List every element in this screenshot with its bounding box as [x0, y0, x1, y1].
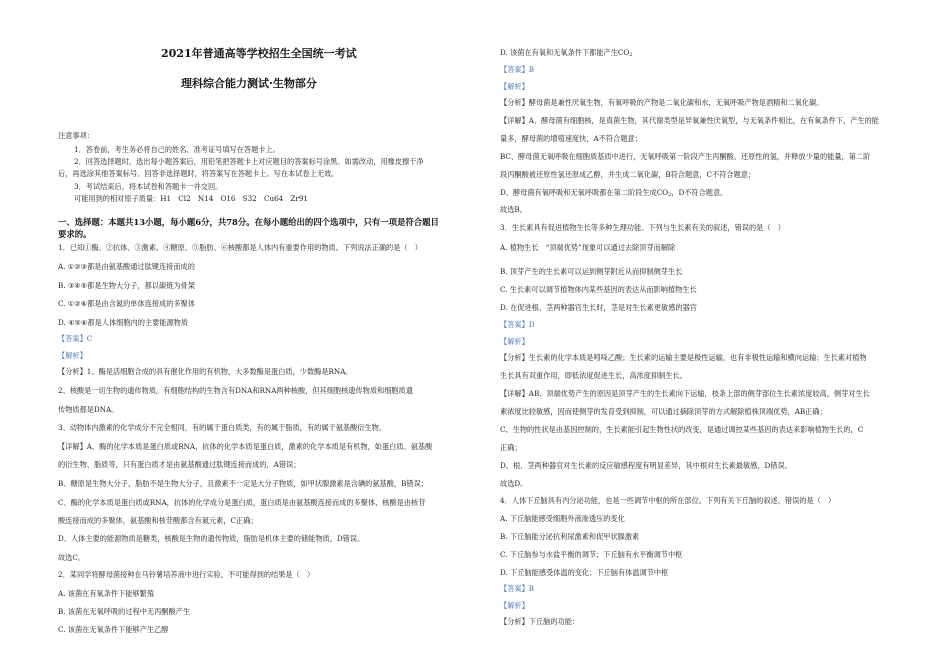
q4-explain-1: 【分析】下丘脑的功能： — [500, 617, 580, 626]
note-2: 2．回答选择题时，选出每小题答案后，用铅笔把答题卡上对应题目的答案标号涂黑。如需改动，用橡皮擦干净 — [74, 157, 424, 166]
q3-explain-2: 生长具有双重作用，即低浓度促进生长，高浓度抑制生长。 — [500, 371, 687, 380]
note-2-cont: 后，再选涂其他答案标号。回答非选择题时，将答案写在答题卡上。写在本试卷上无效。 — [58, 169, 339, 178]
exam-subtitle: 理科综合能力测试·生物部分 — [181, 77, 317, 90]
q2-explain-3: 量多，酵母菌的增殖速度快，A不符合题意； — [500, 134, 642, 143]
q1-explain-1: 【分析】1、酶是活细胞合成的具有催化作用的有机物，大多数酶是蛋白质，少数酶是RNA。 — [58, 367, 353, 376]
q3-analysis-tag: 【解析】 — [500, 337, 529, 346]
q1-explain-3: 3、动物体内激素的化学成分不完全相同，有的属于蛋白质类，有的属于脂质，有的属于氨基酸衍生物。 — [58, 423, 387, 432]
q1-conclusion: 故选C。 — [58, 553, 86, 562]
q2-explain-2: 【详解】A、酵母菌有细胞核，是真菌生物，其代谢类型是异氧兼性厌氧型，与无氧条件相比，在有氧条件下，产生的能 — [500, 116, 879, 125]
q1-explain-9: D、人体主要的能源物质是糖类，核酸是生物的遗传物质，脂肪是机体主要的储能物质，D错误。 — [58, 534, 365, 543]
q1-explain-6: B、糖原是生物大分子，脂肪不是生物大分子，且激素不一定是大分子物质，如甲状腺激素是含碘的氨基酸，B错误； — [58, 479, 428, 488]
q3-option-a: A. 植物生长 “顶端优势”现象可以通过去除顶芽而解除 — [500, 243, 676, 252]
q2-answer: 【答案】B — [500, 65, 535, 74]
note-1: 1．答卷前，考生务必将自己的姓名、准考证号填写在答题卡上。 — [74, 145, 280, 154]
notes-heading: 注意事项： — [58, 131, 94, 140]
q2-conclusion: 故选B。 — [500, 205, 527, 214]
q2-option-b: B. 该菌在无氧呼吸的过程中无丙酮酸产生 — [58, 607, 191, 616]
q1-option-d: D. ④⑤⑥都是人体细胞内的主要能源物质 — [58, 318, 189, 327]
q3-stem: 3．生长素具有促进植物生长等多种生理功能。下列与生长素有关的叙述，错误的是（ ） — [500, 223, 785, 232]
q2-explain-6: D、酵母菌有氧呼吸和无氧呼吸都在第二阶段生成$CO_2$，D不符合题意。 — [500, 188, 728, 198]
q3-answer: 【答案】D — [500, 320, 535, 329]
atomic-masses: 可能用到的相对原子质量：H1 Cl2 N14 O16 S32 Cu64 Zr91 — [74, 194, 308, 203]
q1-option-c: C. ①②⑥都是由含氮的单体连接成的多聚体 — [58, 299, 195, 308]
q1-explain-8: 酸连接而成的多聚体，氨基酸和核苷酸都含有氮元素，C正确； — [58, 516, 258, 525]
q1-explain-7: C、酶的化学本质是蛋白质或RNA，抗体的化学成分是蛋白质，蛋白质是由氨基酸连接而成的多聚体，核酸是由核苷 — [58, 498, 426, 507]
q3-explain-7: D、根、茎两种器官对生长素的反应敏感程度有明显差异，其中根对生长素最敏感，D错误。 — [500, 461, 792, 470]
q4-option-b: B. 下丘脑能分泌抗利尿激素和促甲状腺激素 — [500, 532, 640, 541]
q3-conclusion: 故选D。 — [500, 479, 528, 488]
q1-explain-2: 2、核酸是一切生物的遗传物质。有细胞结构的生物含有DNA和RNA两种核酸，但其细胞核遗传物质和细胞质遗 — [58, 386, 413, 395]
q1-option-b: B. ③④⑤都是生物大分子，都以碳链为骨架 — [58, 281, 195, 290]
q3-explain-1: 【分析】生长素的化学本质是吲哚乙酸；生长素的运输主要是极性运输，也有非极性运输和横向运输；生长素对植物 — [500, 353, 867, 362]
q2-explain-4: BC、酵母菌无氧呼吸在细胞质基质中进行，无氧呼吸第一阶段产生丙酮酸、还原性的氢，并释放少量的能量，第二阶 — [500, 152, 871, 161]
q1-explain-5: 的衍生物、脂质等，只有蛋白质才是由氨基酸通过肽键连接而成的，A错误； — [58, 460, 301, 469]
q4-option-c: C. 下丘脑参与水盐平衡的调节；下丘脑有水平衡调节中枢 — [500, 550, 683, 559]
q4-stem: 4．人体下丘脑具有内分泌功能，也是一些调节中枢的所在部位。下列有关下丘脑的叙述，错误的是（ ） — [500, 496, 836, 505]
q4-option-a: A. 下丘脑能感受细胞外液渗透压的变化 — [500, 514, 625, 523]
q2-explain-5: 段丙酮酸被还原性氢还原成乙醇，并生成二氧化碳，B符合题意，C不符合题意； — [500, 170, 756, 179]
q4-answer: 【答案】B — [500, 584, 535, 593]
q1-stem: 1．已知①酶、②抗体、③激素、④糖原、⑤脂肪、⑥核酸都是人体内有重要作用的物质。下列说法正确的是（ ） — [58, 243, 422, 252]
q1-explain-2-cont: 传物质都是DNA。 — [58, 405, 119, 414]
q3-explain-3: 【详解】AB、顶端优势产生的原因是顶芽产生的生长素向下运输，枝条上部的侧芽部位生长素浓度较高，侧芽对生长 — [500, 389, 870, 398]
q3-explain-6: 正确； — [500, 443, 522, 452]
q4-analysis-tag: 【解析】 — [500, 601, 529, 610]
q3-explain-5: C、生物的性状是由基因控制的，生长素能引起生物性状的改变，是通过调控某些基因的表达来影响植物生长的，C — [500, 425, 864, 434]
q2-explain-1: 【分析】酵母菌是兼性厌氧生物，有氧呼吸的产物是二氧化碳和水，无氧呼吸产物是酒精和二氧化碳。 — [500, 98, 824, 107]
q3-option-b: B. 顶芽产生的生长素可以运到侧芽附近从而抑制侧芽生长 — [500, 267, 683, 276]
q1-option-a: A. ①②③都是由氨基酸通过肽键连接而成的 — [58, 262, 195, 271]
q2-stem: 2．某同学将酵母菌接种在马铃薯培养液中进行实验，不可能得到的结果是（ ） — [58, 570, 315, 579]
q3-option-d: D. 在促进根、茎两种器官生长时，茎是对生长素更敏感的器官 — [500, 303, 697, 312]
exam-title: 2021年普通高等学校招生全国统一考试 — [161, 47, 357, 60]
q1-explain-4: 【详解】A、酶的化学本质是蛋白质或RNA，抗体的化学本质是蛋白质，激素的化学本质是有机物，如蛋白质、氨基酸 — [58, 442, 433, 451]
q2-option-c: C. 该菌在无氧条件下能够产生乙醇 — [58, 625, 169, 634]
q3-option-c: C. 生长素可以调节植物体内某些基因的表达从而影响植物生长 — [500, 285, 697, 294]
q4-option-d: D. 下丘脑能感受体温的变化；下丘脑有体温调节中枢 — [500, 568, 669, 577]
section-heading-cont: 要求的。 — [58, 229, 92, 239]
q1-answer: 【答案】C — [58, 334, 93, 343]
q2-analysis-tag: 【解析】 — [500, 82, 529, 91]
section-heading: 一、选择题：本题共13小题，每小题6分，共78分。在每小题给出的四个选项中，只有一项是符合题目 — [58, 217, 439, 227]
note-3: 3．考试结束后，将本试卷和答题卡一并交回。 — [74, 182, 223, 191]
q1-analysis-tag: 【解析】 — [58, 351, 87, 360]
q3-explain-4: 素浓度比较敏感，因而使侧芽的发育受到抑制，可以通过摘除顶芽的方式解除植株顶端优势，AB正确； — [500, 407, 827, 416]
q2-option-d: D. 该菌在有氧和无氧条件下都能产生$CO_2$ — [500, 48, 633, 58]
q2-option-a: A. 该菌在有氧条件下能够繁殖 — [58, 589, 155, 598]
